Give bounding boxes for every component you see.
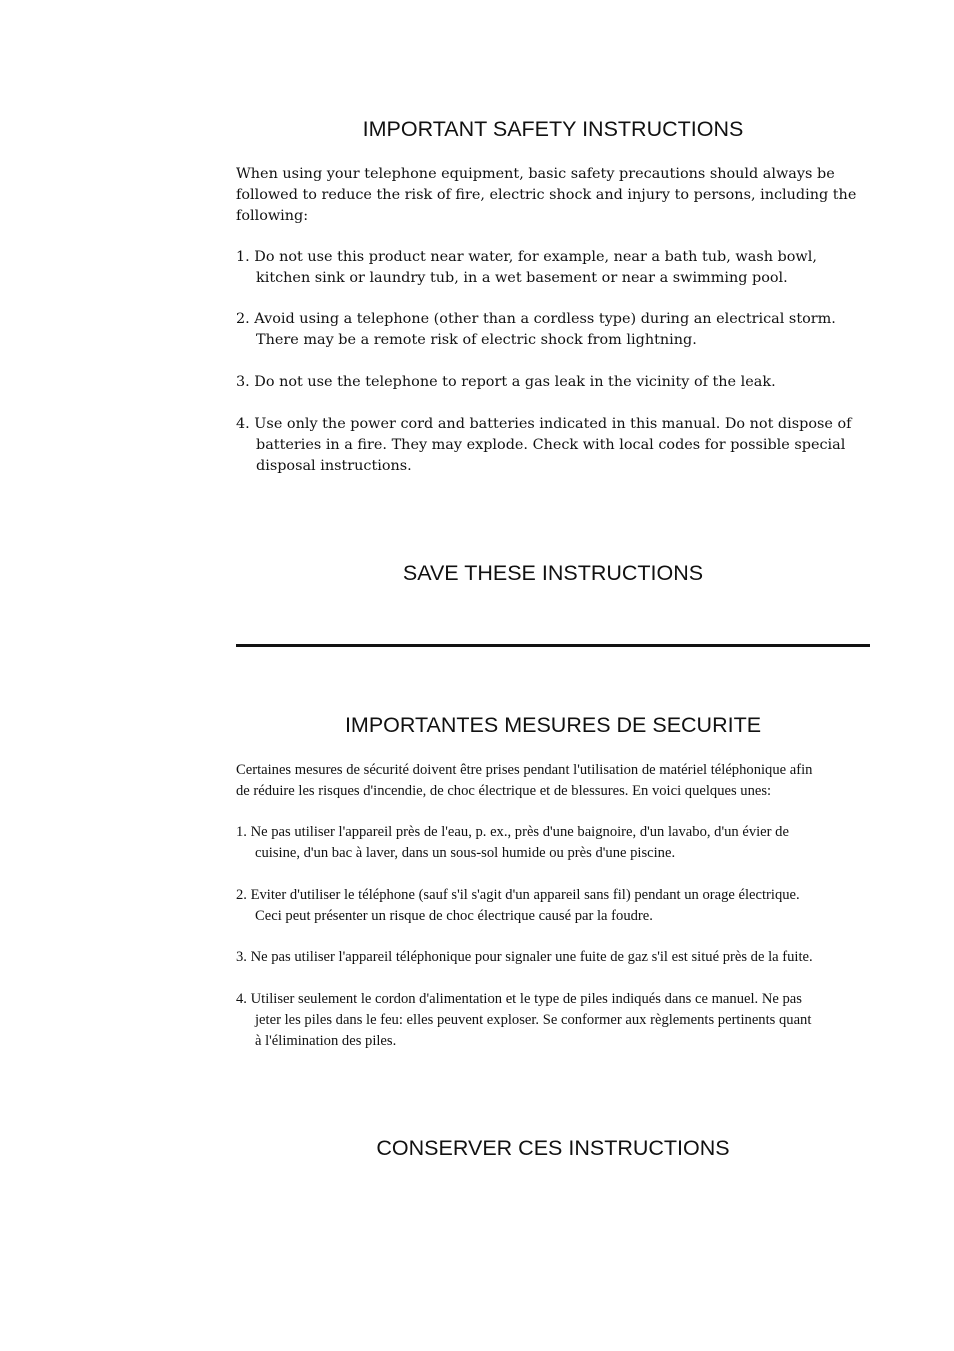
- item-first-line: 4. Utiliser seulement le cordon d'alimentation et le type de piles indiqués dans ce manuel. Ne pas: [236, 991, 802, 1007]
- item-continuation-line: Ceci peut présenter un risque de choc électrique causé par la foudre.: [255, 908, 653, 924]
- item-continuation-line: jeter les piles dans le feu: elles peuvent exploser. Se conformer aux règlements pertinents quant: [255, 1012, 812, 1028]
- item-first-line: 1. Ne pas utiliser l'appareil près de l'eau, p. ex., près d'une baignoire, d'un lavabo, d'un évier de: [236, 824, 789, 840]
- intro-line: followed to reduce the risk of fire, electric shock and injury to persons, including the: [236, 186, 857, 203]
- item-first-line: 3. Do not use the telephone to report a gas leak in the vicinity of the leak.: [236, 374, 776, 390]
- english-heading: IMPORTANT SAFETY INSTRUCTIONS: [362, 117, 744, 141]
- item-continuation-line: There may be a remote risk of electric shock from lightning.: [256, 331, 697, 348]
- english-item-4: [236, 414, 870, 476]
- english-item-2: [236, 309, 870, 351]
- item-first-line: 4. Use only the power cord and batteries indicated in this manual. Do not dispose of: [236, 416, 852, 432]
- french-save-heading: CONSERVER CES INSTRUCTIONS: [376, 1136, 730, 1160]
- intro-line: de réduire les risques d'incendie, de choc électrique et de blessures. En voici quelques unes:: [236, 783, 772, 799]
- item-first-line: 1. Do not use this product near water, for example, near a bath tub, wash bowl,: [236, 249, 817, 265]
- french-item-2: [236, 885, 870, 927]
- english-item-3: [236, 372, 870, 393]
- english-item-1: [236, 247, 870, 289]
- item-first-line: 3. Ne pas utiliser l'appareil téléphonique pour signaler une fuite de gaz s'il est situé près de la fuite.: [236, 949, 813, 965]
- section-divider: [236, 644, 870, 647]
- item-continuation-line: disposal instructions.: [256, 457, 412, 474]
- french-item-4: [236, 989, 870, 1052]
- item-continuation-line: kitchen sink or laundry tub, in a wet basement or near a swimming pool.: [256, 269, 788, 286]
- item-continuation-line: batteries in a fire. They may explode. Check with local codes for possible special: [256, 436, 846, 453]
- english-intro: [236, 164, 870, 226]
- french-item-3: [236, 947, 870, 968]
- french-item-1: [236, 822, 870, 864]
- english-save-heading: SAVE THESE INSTRUCTIONS: [402, 561, 704, 585]
- french-intro: [236, 760, 870, 802]
- french-heading: IMPORTANTES MESURES DE SECURITE: [344, 713, 762, 737]
- item-first-line: 2. Eviter d'utiliser le téléphone (sauf s'il s'agit d'un appareil sans fil) pendant un orage électrique.: [236, 887, 800, 903]
- item-continuation-line: cuisine, d'un bac à laver, dans un sous-sol humide ou près d'une piscine.: [255, 845, 676, 861]
- intro-line: following:: [236, 207, 309, 224]
- intro-line: When using your telephone equipment, basic safety precautions should always be: [236, 166, 835, 182]
- item-first-line: 2. Avoid using a telephone (other than a cordless type) during an electrical storm.: [236, 311, 836, 327]
- intro-line: Certaines mesures de sécurité doivent être prises pendant l'utilisation de matériel téléphonique afin: [236, 762, 813, 778]
- item-continuation-line: à l'élimination des piles.: [255, 1033, 397, 1049]
